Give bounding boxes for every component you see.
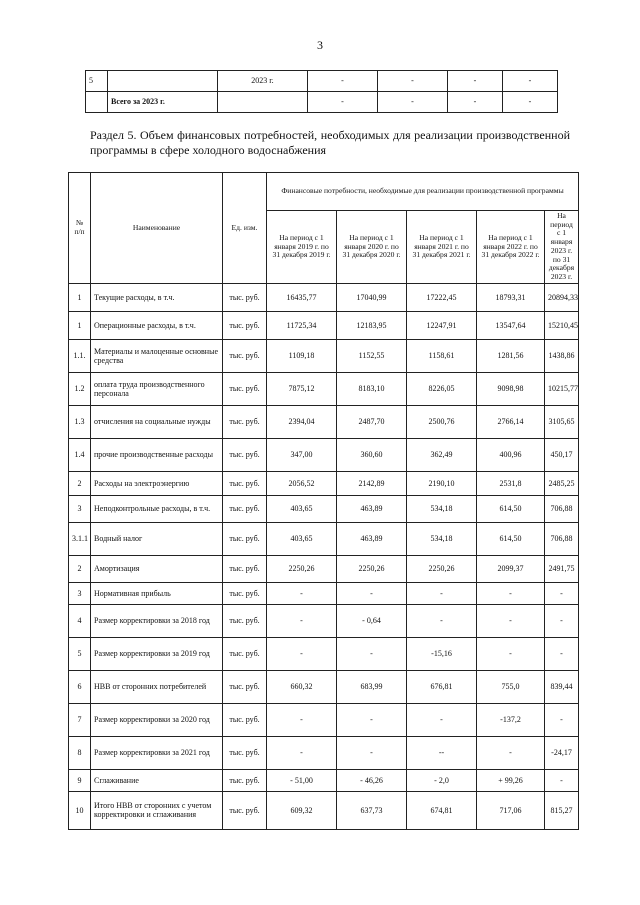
row-name: Всего за 2023 г. — [108, 92, 218, 113]
row-value: 2766,14 — [477, 405, 545, 438]
row-value: - — [267, 637, 337, 670]
row-value: 17222,45 — [407, 283, 477, 311]
row-value: - 0,64 — [337, 604, 407, 637]
row-value: 403,65 — [267, 522, 337, 555]
header-period: На период с 1 января 2022 г. по 31 декабря 2022 г. — [477, 211, 545, 284]
row-value: 755,0 — [477, 670, 545, 703]
row-value: 2500,76 — [407, 405, 477, 438]
row-num: 6 — [69, 670, 91, 703]
row-unit: тыс. руб. — [223, 372, 267, 405]
row-value: 2056,52 — [267, 471, 337, 495]
row-num — [86, 92, 108, 113]
row-unit: тыс. руб. — [223, 522, 267, 555]
data-row — [69, 471, 579, 495]
row-num: 2 — [69, 471, 91, 495]
row-value: 8183,10 — [337, 372, 407, 405]
data-row — [69, 582, 579, 604]
header-period: На период с 1 января 2019 г. по 31 декабря 2019 г. — [267, 211, 337, 284]
row-name: Материалы и малоценные основные средства — [91, 339, 223, 372]
row-value: 16435,77 — [267, 283, 337, 311]
row-value: - — [503, 71, 558, 92]
data-row — [69, 555, 579, 582]
row-name: Размер корректировки за 2018 год — [91, 604, 223, 637]
row-num: 1.1. — [69, 339, 91, 372]
row-num: 1 — [69, 311, 91, 339]
row-value: 12247,91 — [407, 311, 477, 339]
row-value: 1109,18 — [267, 339, 337, 372]
row-name: отчисления на социальные нужды — [91, 405, 223, 438]
row-value: 2531,8 — [477, 471, 545, 495]
row-name: НВВ от сторонних потребителей — [91, 670, 223, 703]
data-row — [69, 604, 579, 637]
row-name: Операционные расходы, в т.ч. — [91, 311, 223, 339]
row-value: - — [378, 92, 448, 113]
row-value: - — [308, 92, 378, 113]
header-num: № п/п — [69, 173, 91, 284]
row-value: - — [267, 582, 337, 604]
row-value: 463,89 — [337, 495, 407, 522]
row-value: 362,49 — [407, 438, 477, 471]
row-name: Размер корректировки за 2019 год — [91, 637, 223, 670]
row-value: 1158,61 — [407, 339, 477, 372]
row-value: 534,18 — [407, 495, 477, 522]
header-period: На период с 1 января 2020 г. по 31 декабря 2020 г. — [337, 211, 407, 284]
row-num: 5 — [86, 71, 108, 92]
row-name: Нормативная прибыль — [91, 582, 223, 604]
data-row — [69, 791, 579, 829]
row-value: 2190,10 — [407, 471, 477, 495]
row-unit: тыс. руб. — [223, 604, 267, 637]
row-value: - — [308, 71, 378, 92]
row-value: 2250,26 — [407, 555, 477, 582]
header-period: На период с 1 января 2021 г. по 31 декабря 2021 г. — [407, 211, 477, 284]
row-value: - 51,00 — [267, 769, 337, 791]
row-value: 11725,34 — [267, 311, 337, 339]
row-value: - — [545, 582, 579, 604]
row-value: 815,27 — [545, 791, 579, 829]
row-value: 637,73 — [337, 791, 407, 829]
row-value: 400,96 — [477, 438, 545, 471]
row-num: 1.3 — [69, 405, 91, 438]
data-row — [69, 522, 579, 555]
row-num: 4 — [69, 604, 91, 637]
row-num: 2 — [69, 555, 91, 582]
data-row — [69, 703, 579, 736]
row-value: 2099,37 — [477, 555, 545, 582]
header-group: Финансовые потребности, необходимые для реализации производственной программы — [267, 173, 579, 211]
row-num: 3.1.1 — [69, 522, 91, 555]
row-unit: тыс. руб. — [223, 670, 267, 703]
row-unit: тыс. руб. — [223, 637, 267, 670]
row-value: 15210,45 — [545, 311, 579, 339]
row-value: 3105,65 — [545, 405, 579, 438]
row-name: Сглаживание — [91, 769, 223, 791]
row-value: 17040,99 — [337, 283, 407, 311]
row-unit: тыс. руб. — [223, 769, 267, 791]
row-value: 347,00 — [267, 438, 337, 471]
row-value: 463,89 — [337, 522, 407, 555]
row-unit: тыс. руб. — [223, 555, 267, 582]
row-value: - — [407, 703, 477, 736]
row-num: 3 — [69, 495, 91, 522]
row-value: - — [337, 736, 407, 769]
row-value: 8226,05 — [407, 372, 477, 405]
row-name — [108, 71, 218, 92]
data-row — [69, 769, 579, 791]
row-num: 7 — [69, 703, 91, 736]
row-unit: тыс. руб. — [223, 582, 267, 604]
row-name: Неподконтрольные расходы, в т.ч. — [91, 495, 223, 522]
row-value: - — [477, 582, 545, 604]
row-value: - — [448, 71, 503, 92]
row-value: 2487,70 — [337, 405, 407, 438]
row-value: - — [337, 703, 407, 736]
row-value: 676,81 — [407, 670, 477, 703]
financial-needs-table — [68, 172, 579, 830]
header-period: На период с 1 января 2023 г. по 31 декабря 2023 г. — [545, 211, 579, 284]
top-table-row — [86, 92, 558, 113]
row-num: 1 — [69, 283, 91, 311]
header-row-group — [69, 173, 579, 211]
header-name: Наименование — [91, 173, 223, 284]
section-title: Раздел 5. Объем финансовых потребностей, необходимых для реализации производственной программы в сфере холодного водоснабжения — [90, 128, 570, 157]
data-row — [69, 405, 579, 438]
row-name: Расходы на электроэнергию — [91, 471, 223, 495]
row-unit: тыс. руб. — [223, 438, 267, 471]
row-value: 683,99 — [337, 670, 407, 703]
row-value: 18793,31 — [477, 283, 545, 311]
row-unit: тыс. руб. — [223, 791, 267, 829]
row-unit: тыс. руб. — [223, 311, 267, 339]
row-value: - — [545, 604, 579, 637]
data-row — [69, 372, 579, 405]
row-value: 2394,04 — [267, 405, 337, 438]
row-value: 7875,12 — [267, 372, 337, 405]
row-unit: тыс. руб. — [223, 703, 267, 736]
row-unit: тыс. руб. — [223, 495, 267, 522]
row-name: оплата труда производственного персонала — [91, 372, 223, 405]
row-value: 1281,56 — [477, 339, 545, 372]
row-value: 609,32 — [267, 791, 337, 829]
row-value: 10215,77 — [545, 372, 579, 405]
row-value: 12183,95 — [337, 311, 407, 339]
row-unit: тыс. руб. — [223, 405, 267, 438]
row-name: Текущие расходы, в т.ч. — [91, 283, 223, 311]
row-name: Итого НВВ от сторонних с учетом корректировки и сглаживания — [91, 791, 223, 829]
row-value: - — [378, 71, 448, 92]
row-value: 2485,25 — [545, 471, 579, 495]
row-value: 674,81 — [407, 791, 477, 829]
row-value: - — [267, 604, 337, 637]
row-value: 2250,26 — [267, 555, 337, 582]
row-value: -15,16 — [407, 637, 477, 670]
top-table — [85, 70, 558, 113]
row-value: - — [477, 637, 545, 670]
row-value: - — [545, 769, 579, 791]
row-value: - — [337, 582, 407, 604]
row-name: прочие производственные расходы — [91, 438, 223, 471]
row-num: 10 — [69, 791, 91, 829]
header-unit: Ед. изм. — [223, 173, 267, 284]
row-value: 706,88 — [545, 495, 579, 522]
row-num: 1.4 — [69, 438, 91, 471]
data-row — [69, 438, 579, 471]
data-row — [69, 637, 579, 670]
top-table-row — [86, 71, 558, 92]
row-num: 3 — [69, 582, 91, 604]
row-unit: тыс. руб. — [223, 471, 267, 495]
row-num: 8 — [69, 736, 91, 769]
row-value: 2250,26 — [337, 555, 407, 582]
row-value: - — [477, 604, 545, 637]
row-value: - — [545, 703, 579, 736]
row-num: 1.2 — [69, 372, 91, 405]
row-value: - — [407, 582, 477, 604]
financial-needs-body — [69, 173, 579, 830]
row-value: 403,65 — [267, 495, 337, 522]
data-row — [69, 283, 579, 311]
row-value: - — [337, 637, 407, 670]
row-value: 614,50 — [477, 522, 545, 555]
row-value: 660,32 — [267, 670, 337, 703]
row-value: - 2,0 — [407, 769, 477, 791]
row-name: Размер корректировки за 2021 год — [91, 736, 223, 769]
row-value: - — [477, 736, 545, 769]
row-value: - — [448, 92, 503, 113]
row-year: 2023 г. — [218, 71, 308, 92]
row-year — [218, 92, 308, 113]
data-row — [69, 311, 579, 339]
row-value: 2491,75 — [545, 555, 579, 582]
page-number: 3 — [317, 38, 323, 52]
data-row — [69, 495, 579, 522]
data-row — [69, 670, 579, 703]
row-value: 839,44 — [545, 670, 579, 703]
row-value: 13547,64 — [477, 311, 545, 339]
row-name: Водный налог — [91, 522, 223, 555]
data-row — [69, 339, 579, 372]
row-value: - — [407, 604, 477, 637]
top-table-body — [86, 71, 558, 113]
row-name: Размер корректировки за 2020 год — [91, 703, 223, 736]
row-num: 9 — [69, 769, 91, 791]
row-value: 1438,86 — [545, 339, 579, 372]
row-value: 534,18 — [407, 522, 477, 555]
row-value: 20894,33 — [545, 283, 579, 311]
row-value: 717,06 — [477, 791, 545, 829]
row-value: -137,2 — [477, 703, 545, 736]
row-value: - — [267, 736, 337, 769]
row-unit: тыс. руб. — [223, 283, 267, 311]
row-value: + 99,26 — [477, 769, 545, 791]
row-value: 614,50 — [477, 495, 545, 522]
row-value: - — [267, 703, 337, 736]
row-value: 2142,89 — [337, 471, 407, 495]
row-value: -- — [407, 736, 477, 769]
row-value: 1152,55 — [337, 339, 407, 372]
row-value: 9098,98 — [477, 372, 545, 405]
row-unit: тыс. руб. — [223, 339, 267, 372]
row-value: - — [503, 92, 558, 113]
data-row — [69, 736, 579, 769]
row-num: 5 — [69, 637, 91, 670]
row-value: 450,17 — [545, 438, 579, 471]
row-value: - — [545, 637, 579, 670]
row-value: 360,60 — [337, 438, 407, 471]
row-value: - 46,26 — [337, 769, 407, 791]
row-value: -24,17 — [545, 736, 579, 769]
row-unit: тыс. руб. — [223, 736, 267, 769]
row-name: Амортизация — [91, 555, 223, 582]
row-value: 706,88 — [545, 522, 579, 555]
